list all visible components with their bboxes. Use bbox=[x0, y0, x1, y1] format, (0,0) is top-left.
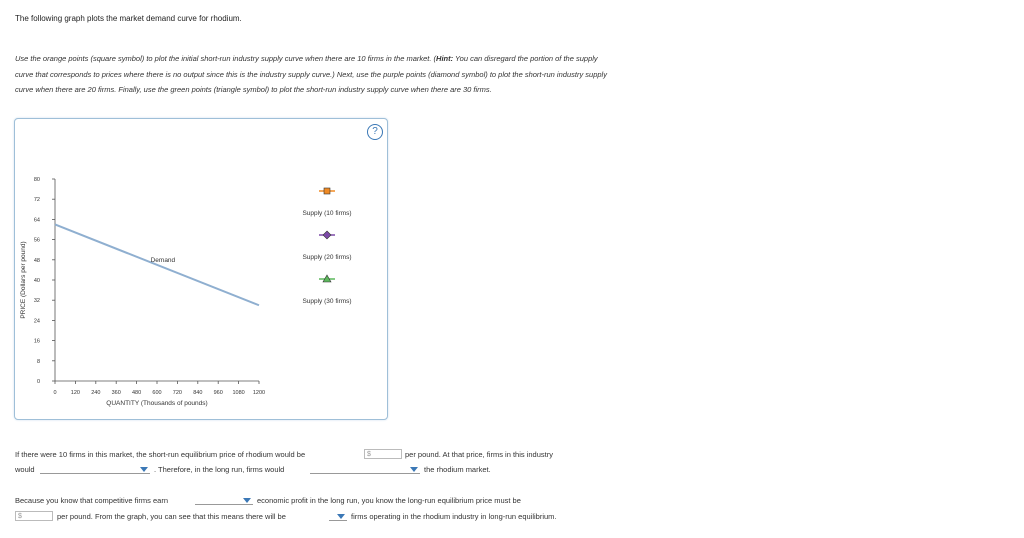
q1-text-b: per pound. At that price, firms in this industry bbox=[405, 450, 553, 459]
q1-text-a: If there were 10 firms in this market, the short-run equilibrium price of rhodium would be bbox=[15, 450, 306, 459]
demand-supply-chart bbox=[15, 119, 387, 419]
q2-profit-dropdown[interactable] bbox=[195, 495, 253, 505]
y-tick-label: 56 bbox=[33, 237, 40, 244]
currency-symbol: $ bbox=[367, 451, 371, 458]
demand-curve bbox=[55, 224, 259, 305]
q2-text-c: per pound. From the graph, you can see that this means there will be bbox=[57, 512, 286, 521]
square-marker-icon bbox=[324, 188, 330, 194]
x-tick-label: 360 bbox=[111, 390, 121, 396]
y-tick-label: 40 bbox=[33, 278, 40, 284]
x-tick-label: 120 bbox=[70, 390, 80, 396]
q1-price-input[interactable] bbox=[364, 449, 402, 459]
y-tick-label: 48 bbox=[33, 257, 40, 264]
legend-label: Supply (20 firms) bbox=[302, 254, 352, 261]
legend-label: Supply (10 firms) bbox=[302, 210, 352, 217]
instructions-part2: You can disregard the portion of the supply curve that corresponds to prices where there is no output since this is the industry supply curve.) Next, use the purple points (diamond symbol) to plot the short-run industry supply curve when there are 20 firms. Finally, use the green points (triangle symbol) to plot the short-run industry supply curve when there are 30 firms. bbox=[15, 54, 607, 94]
demand-label: Demand bbox=[150, 256, 176, 264]
chevron-down-icon bbox=[410, 467, 418, 472]
legend-label: Supply (30 firms) bbox=[302, 298, 352, 305]
x-tick-label: 240 bbox=[91, 390, 101, 396]
chevron-down-icon bbox=[140, 467, 148, 472]
q2-price-input[interactable] bbox=[15, 511, 53, 521]
x-tick-label: 600 bbox=[152, 390, 162, 396]
intro-text: The following graph plots the market demand curve for rhodium. bbox=[15, 14, 242, 23]
q2-firms-dropdown[interactable] bbox=[329, 511, 347, 521]
q1-entry-dropdown[interactable] bbox=[310, 464, 420, 474]
y-tick-label: 32 bbox=[33, 298, 40, 305]
q1-text-e: the rhodium market. bbox=[424, 465, 491, 474]
instructions bbox=[15, 51, 615, 98]
y-tick-label: 64 bbox=[33, 217, 40, 224]
q2-text-d: firms operating in the rhodium industry in long-run equilibrium. bbox=[351, 512, 557, 521]
y-tick-label: 24 bbox=[33, 318, 40, 325]
instructions-part1: Use the orange points (square symbol) to plot the initial short-run industry supply curve when there are 10 firms in the market. ( bbox=[15, 54, 437, 63]
y-tick-label: 16 bbox=[33, 338, 40, 345]
chevron-down-icon bbox=[243, 498, 251, 503]
graph-panel bbox=[14, 118, 388, 420]
hint-label: Hint: bbox=[436, 54, 454, 63]
x-tick-label: 1200 bbox=[252, 390, 266, 396]
q1-text-d: . Therefore, in the long run, firms would bbox=[154, 465, 285, 474]
x-tick-label: 720 bbox=[172, 390, 182, 396]
y-tick-label: 8 bbox=[36, 358, 40, 365]
diamond-marker-icon bbox=[323, 231, 331, 239]
x-tick-label: 840 bbox=[193, 390, 203, 396]
q1-text-c: would bbox=[15, 465, 35, 474]
y-axis-label: PRICE (Dollars per pound) bbox=[20, 241, 27, 319]
q1-profit-dropdown[interactable] bbox=[40, 464, 150, 474]
x-tick-label: 1080 bbox=[232, 390, 245, 396]
q2-text-a: Because you know that competitive firms earn bbox=[15, 496, 168, 505]
x-tick-label: 960 bbox=[213, 390, 223, 396]
y-tick-label: 72 bbox=[33, 197, 40, 204]
help-icon[interactable]: ? bbox=[367, 124, 383, 140]
x-tick-label: 0 bbox=[53, 390, 57, 396]
x-axis-label: QUANTITY (Thousands of pounds) bbox=[106, 400, 208, 407]
x-tick-label: 480 bbox=[132, 390, 142, 396]
q2-text-b: economic profit in the long run, you know the long-run equilibrium price must be bbox=[257, 496, 521, 505]
y-tick-label: 0 bbox=[36, 379, 40, 385]
y-tick-label: 80 bbox=[33, 177, 40, 183]
currency-symbol: $ bbox=[18, 513, 22, 520]
chevron-down-icon bbox=[337, 514, 345, 519]
